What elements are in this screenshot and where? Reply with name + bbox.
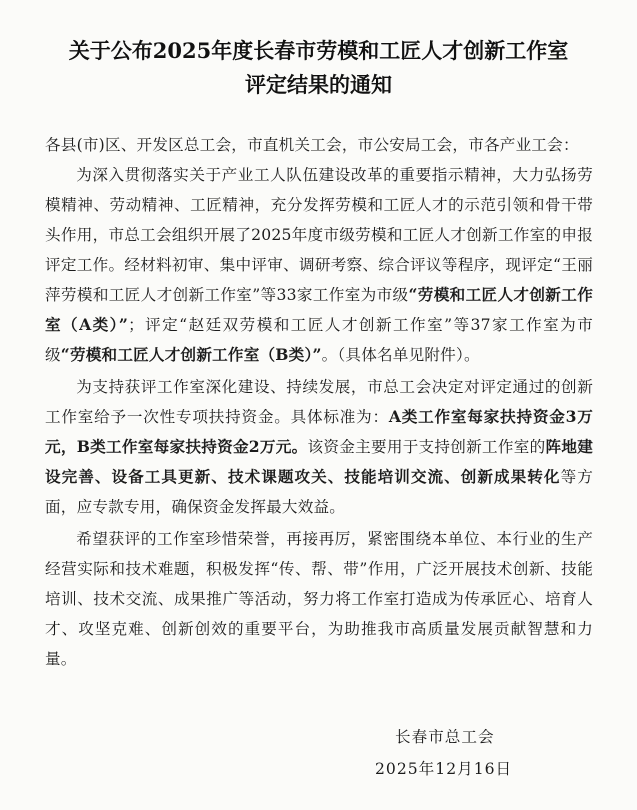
p1-bold-category-a: “劳模和工匠人才创新工作室（A类）”	[45, 285, 593, 334]
title-line-1: 关于公布2025年度长春市劳模和工匠人才创新工作室	[68, 38, 569, 63]
paragraph-2	[45, 372, 593, 522]
paragraph-1	[45, 160, 593, 370]
issue-date: 2025年12月16日	[375, 760, 513, 778]
p1-text-1: 为深入贯彻落实关于产业工人队伍建设改革的重要指示精神，大力弘扬劳模精神、劳动精神、工匠精神，充分发挥劳模和工匠人才的示范引领和骨干带头作用，市总工会组织开展了2025年度市级劳模和工匠人才创新工作室的申报评定工作。经材料初审、集中评审、调研考察、综合评议等程序，现评定“王丽萍劳模和工匠人才创新工作室”等33家工作室为市级	[45, 166, 593, 304]
p1-text-3: 。（具体名单见附件）。	[321, 346, 480, 364]
p2-bold-funding-uses: 阵地建设完善、设备工具更新、技术课题攻关、技能培训交流、创新成果转化	[45, 437, 593, 486]
salutation: 各县(市)区、开发区总工会，市直机关工会，市公安局工会，市各产业工会：	[45, 136, 579, 154]
p1-bold-category-b: “劳模和工匠人才创新工作室（B类）”	[60, 345, 322, 364]
paragraph-3: 希望获评的工作室珍惜荣誉，再接再厉，紧密围绕本单位、本行业的生产经营实际和技术难题，积极发挥“传、帮、带”作用，广泛开展技术创新、技能培训、技术交流、成果推广等活动，努力将工作室打造成为传承匠心、培育人才、攻坚克难、创新创效的重要平台，为助推我市高质量发展贡献智慧和力量。	[45, 530, 593, 668]
title-line-2: 评定结果的通知	[245, 72, 392, 97]
issuing-organization: 长春市总工会	[395, 728, 495, 746]
document-title	[0, 34, 637, 102]
p2-text-2: 该资金主要用于支持创新工作室的	[307, 438, 546, 456]
p1-text-2: ；评定“赵廷双劳模和工匠人才创新工作室”等37家工作室为市级	[45, 316, 594, 364]
document-body	[45, 130, 593, 674]
p2-text-3: 等方面，应专款专用，确保资金发挥最大效益。	[45, 468, 594, 516]
p2-text-1: 为支持获评工作室深化建设、持续发展，市总工会决定对评定通过的创新工作室给予一次性专项扶持资金。具体标准为：	[45, 378, 593, 426]
p2-bold-funding-standard: A类工作室每家扶持资金3万元，B类工作室每家扶持资金2万元。	[45, 407, 593, 456]
